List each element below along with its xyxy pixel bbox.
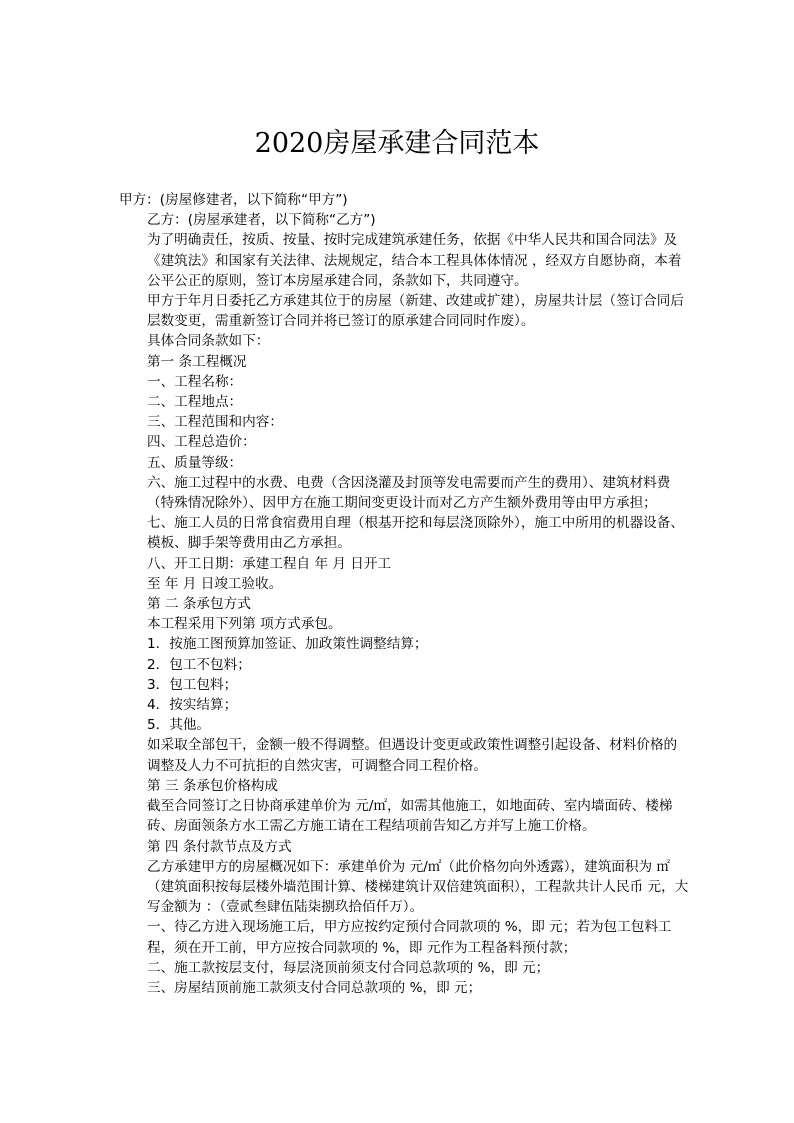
clause-worker-costs: 七、施工人员的日常食宿费用自理（根基开挖和每层浇顶除外），施工中所用的机器设备、模板、脚手架等费用由乙方承担。 xyxy=(147,515,684,552)
clause-unit-price: 截至合同签订之日协商承建单价为 元/㎡，如需其他施工，如地面砖、室内墙面砖、楼梯砖、房面领条方水工需乙方施工请在工程结项前告知乙方并写上施工价格。 xyxy=(147,798,673,835)
section-heading-3: 第 三 条承包价格构成 xyxy=(147,777,278,794)
clause-project-overview: 乙方承建甲方的房屋概况如下：承建单价为 元/㎡（此价格勿向外透露），建筑面积为 ㎡（建筑面积按每层楼外墙范围计算、楼梯建筑计双倍建筑面积），工程款共计人民币 元，大写金额为 ：（壹贰叁肆伍陆柒捌玖拾佰仟万）。 xyxy=(147,858,689,916)
clause-project-location: 二、工程地点： xyxy=(147,394,243,411)
clause-utility-costs: 六、施工过程中的水费、电费（含因浇灌及封顶等发电需要而产生的费用）、建筑材料费（特殊情况除外）、因甲方在施工期间变更设计而对乙方产生额外费用等由甲方承担； xyxy=(147,474,671,512)
clause-project-name: 一、工程名称： xyxy=(147,373,243,390)
clause-total-cost: 四、工程总造价： xyxy=(147,434,256,451)
clause-project-scope: 三、工程范围和内容： xyxy=(147,414,283,431)
method-option-4: 4．按实结算； xyxy=(147,697,238,714)
paragraph-party-a: 甲方：(房屋修建者，以下简称“甲方”) xyxy=(119,192,348,208)
paragraph-commission: 甲方于年月日委托乙方承建其位于的房屋（新建、改建或扩建），房屋共计层（签订合同后层数变更，需重新签订合同并将已签订的原承建合同同时作废）。 xyxy=(147,293,684,330)
method-option-1: 1．按施工图预算加签证、加政策性调整结算； xyxy=(147,636,428,653)
section-heading-1: 第一 条工程概况 xyxy=(147,353,247,370)
document-title: 2020房屋承建合同范本 xyxy=(254,128,540,159)
section-heading-4: 第 四 条付款节点及方式 xyxy=(147,838,292,855)
document-body xyxy=(119,190,689,998)
clause-completion-date: 至 年 月 日竣工验收。 xyxy=(147,575,283,592)
clause-contract-method: 本工程采用下列第 项方式承包。 xyxy=(147,616,342,633)
clause-roof-payment: 三、房屋结顶前施工款须支付合同总款项的 %，即 元； xyxy=(147,979,482,996)
method-option-5: 5．其他。 xyxy=(147,717,211,734)
clause-quality-grade: 五、质量等级： xyxy=(147,454,243,471)
paragraph-terms-intro: 具体合同条款如下： xyxy=(147,333,270,350)
method-option-3: 3．包工包料； xyxy=(147,676,238,693)
clause-lump-sum: 如采取全部包干，金额一般不得调整。但遇设计变更或政策性调整引起设备、材料价格的调整及人力不可抗拒的自然灾害，可调整合同工程价格。 xyxy=(147,737,678,774)
paragraph-purpose: 为了明确责任，按质、按量、按时完成建筑承建任务，依据《中华人民共和国合同法》及《建筑法》和国家有关法律、法规规定，结合本工程具体体情况 ，经双方自愿协商，本着公平公正的原则，签订本房屋承建合同，条款如下，共同遵守。 xyxy=(147,232,682,289)
clause-advance-payment: 一、待乙方进入现场施工后，甲方应按约定预付合同款项的 %，即 元；若为包工包料工程，须在开工前，甲方应按合同款项的 %，即 元作为工程备料预付款； xyxy=(147,919,672,956)
method-option-2: 2．包工不包料； xyxy=(147,656,251,673)
section-heading-2: 第 二 条承包方式 xyxy=(147,596,251,613)
paragraph-party-b: 乙方：(房屋承建者，以下简称“乙方”) xyxy=(147,212,376,229)
clause-start-date: 八、开工日期：承建工程自 年 月 日开工 xyxy=(147,555,392,572)
clause-floor-payment: 二、施工款按层支付，每层浇顶前须支付合同总款项的 %，即 元； xyxy=(147,959,550,976)
